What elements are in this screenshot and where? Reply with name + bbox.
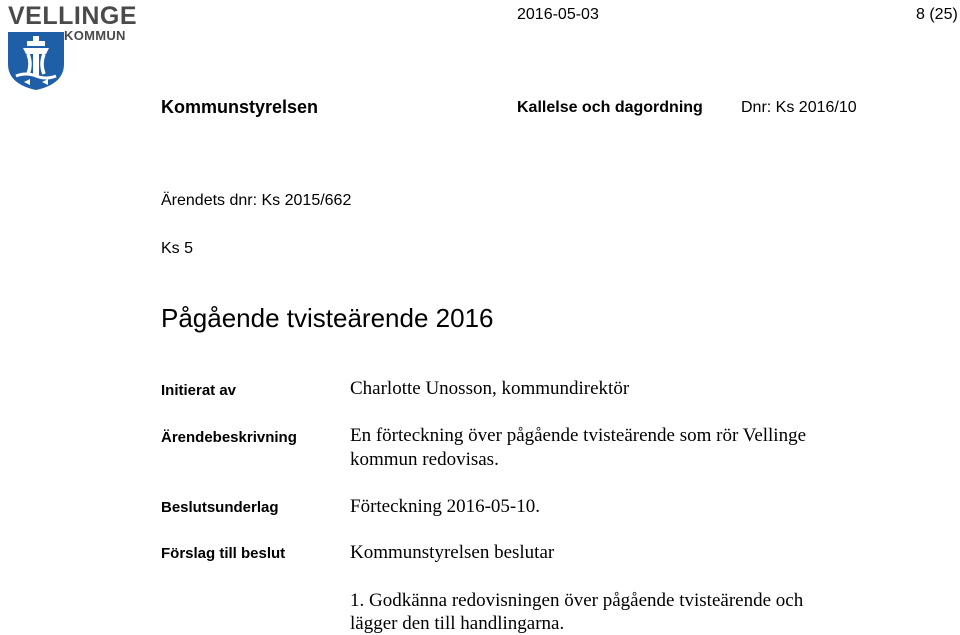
page-number: 8 (25) [916,6,958,23]
arendebeskrivning-label: Ärendebeskrivning [161,429,297,446]
header-dnr: Dnr: Ks 2016/10 [741,99,857,116]
logo-wordmark: VELLINGE [8,2,138,30]
forslag-item-1-line-2: lägger den till handlingarna. [350,613,565,634]
arendebeskrivning-line-1: En förteckning över pågående tvisteärende som rör Vellinge [350,425,807,446]
header-organization: Kommunstyrelsen [161,97,319,117]
beslutsunderlag-value: Förteckning 2016-05-10. [350,496,540,517]
initierat-av-label: Initierat av [161,382,237,399]
case-dnr: Ärendets dnr: Ks 2015/662 [161,192,352,209]
logo-subtext: KOMMUN [64,28,126,43]
municipal-coat-of-arms-icon [6,30,66,92]
case-title: Pågående tvisteärende 2016 [161,303,494,333]
forslag-label: Förslag till beslut [161,545,286,562]
case-number: Ks 5 [161,240,194,257]
initierat-av-value: Charlotte Unosson, kommundirektör [350,378,630,399]
header-date: 2016-05-03 [517,6,599,23]
forslag-item-1-line-1: 1. Godkänna redovisningen över pågående tvisteärende och [350,590,804,611]
vellinge-logo [6,2,156,94]
arendebeskrivning-line-2: kommun redovisas. [350,449,499,470]
header-document-type: Kallelse och dagordning [517,99,703,116]
forslag-heading: Kommunstyrelsen beslutar [350,542,555,563]
beslutsunderlag-label: Beslutsunderlag [161,499,279,516]
